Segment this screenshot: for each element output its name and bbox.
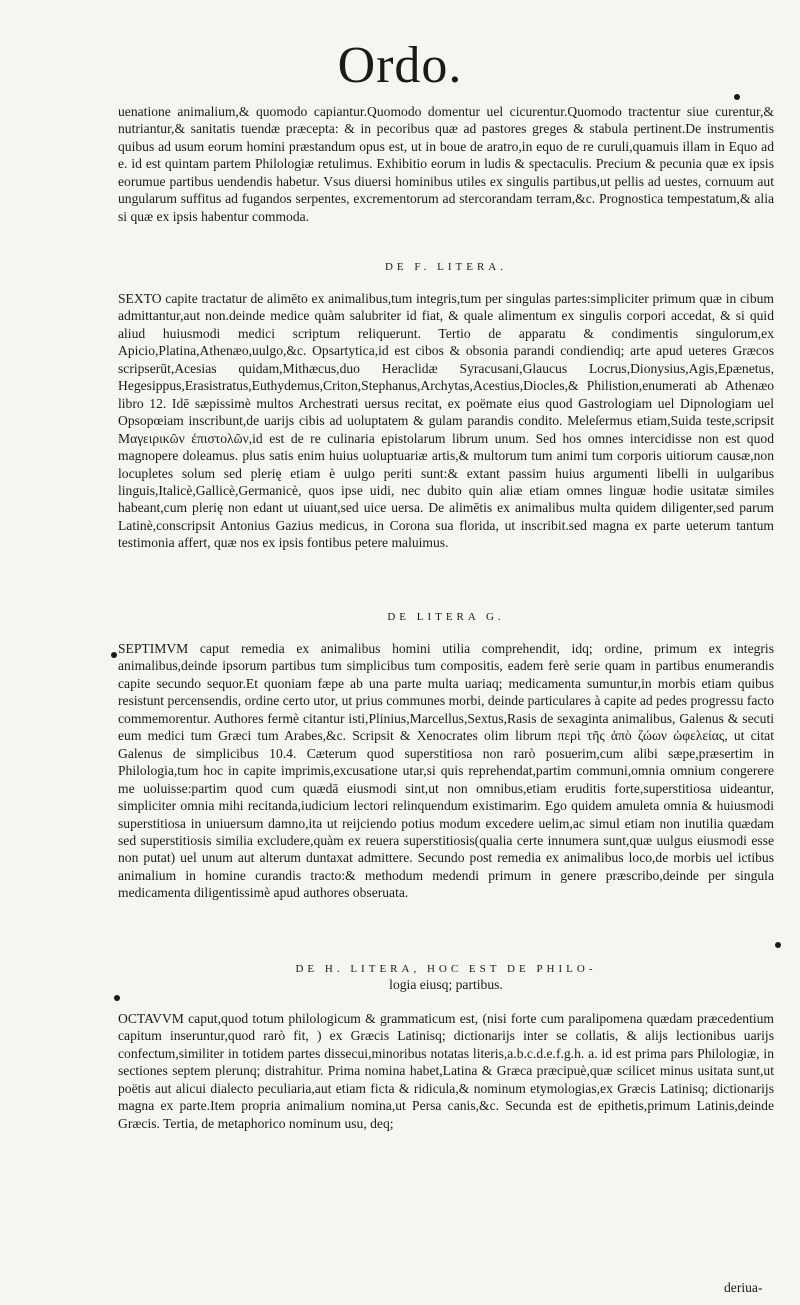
heading-line-2: logia eiusq; partibus. bbox=[389, 977, 503, 992]
paragraph-octavum: OCTAVVM caput,quod totum philologicum & grammaticum est, (nisi forte cum paralipomena quædam præcedentium capitum inseruntur,quod rarò fit, ) ex Græcis Latinisq; dictionarijs inter se collatis, & alijs lectionibus uarijs confectum,similiter in totidem partes dissecui,minoribus notatas literis,a.b.c.d.e.f.g.h. a. id est prima pars Philologiæ, in sectiones septem plerunq; distrahitur. Prima nomina habet,Latina & Græca præcipuè,quæ scilicet minus usitata sunt,ut poëtis aut alicui dialecto peculiaria,aut etiam ficta & ridicula,& nominum etymologias,ex Græcis Latinisq; dictionarijs magna ex parte.Item propria animalium nomina,ut Persa canis,&c. Secunda est de epithetis,primum Latinis,deinde Græcis. Tertia, de metaphorico nominum usu, deq; bbox=[118, 1011, 774, 1131]
section-heading-f: DE F. LITERA. bbox=[384, 261, 507, 273]
paragraph-intro: uenatione animalium,& quomodo capiantur.Quomodo domentur uel cicurentur.Quomodo tractentur siue curentur,& nutriantur,& sanitatis tuendæ præcepta: & in pecoribus quæ ad pastores greges & stabula pertinent.De instrumentis quibus ad usum eorum homini præstandum opus est, ut in boue de aratro,in equo de re curuli,quamuis illam in Equo ad e. id est quintam partem Philologiæ retulimus. Exhibitio eorum in ludis & spectaculis. Precium & pecunia quæ ex ipsis eorumue partibus uendendis habetur. Vsus diuersi hominibus utiles ex singulis partibus,ut pellis ad uestes, cornuum aut ungularum suffitus ad fugandos serpentes, excrementorum ad stercorandam terram,&c. Prognostica tempestatum,& alia si quæ ex ipsis habentur commoda. bbox=[118, 104, 774, 224]
running-head: Ordo. bbox=[337, 37, 463, 94]
ornament-dot bbox=[114, 995, 120, 1001]
catchword: deriua- bbox=[724, 1280, 763, 1295]
ornament-dot bbox=[111, 652, 117, 658]
paragraph-septimum: SEPTIMVM caput remedia ex animalibus homini utilia comprehendit, idq; ordine, primum ex integris animalibus,deinde ipsorum partibus tum simplicibus tum compositis, eadem ferè serie quam in partibus enumerandis capite secundo sequor.Et quoniam fæpe ab una parte multa uariaq; medicamenta sumuntur,in morbis etiam quibus resistunt percensendis, ordine certo utor, ut prius communes morbi, deinde particulares à capite ad pedes progressu facto commemorentur. Authores fermè citantur isti,Plinius,Marcellus,Sextus,Rasis de sexaginta animalibus, Galenus & secuti eum medici tum Græci tum Arabes,&c. Scripsit & Xenocrates olim librum περὶ τῆς ἀπὸ ζώων ὠφελείας, ut citat Galenus de simplicibus 10.4. Cæterum quod superstitiosa non rarò posuerim,cum alibi sæpe,præsertim in Philologia,tum hoc in capite imprimis,excusatione utar,si quis reprehendat,partim communi,omnia omnium congerere me uoluisse:partim quod cum quædā eiusmodi sint,ut non omnibus,etiam eruditis forte,superstitiosa uideantur, simpliciter omnia mihi recitanda,iudicium lectori relinquendum existimarim. Ego quidem amuleta omnia & huiusmodi superstitiosa in uniuersum damno,ita ut reijciendo potius modum excedere uelim,ac simul etiam non inutilia quædam sed superstitiosis similia excludere,quàm ex reuera superstitiosis(qualia certe innumera sunt,quæ uulgus eiusmodi esse non putat) uel unum aut alterum duntaxat admittere. Secundo post remedia ex animalibus loco,de morbis uel ictibus animalium in homine curandis tracto:& methodum medendi primum in genere præscribo,deinde per singula medicamenta diligentissimè apud authores obseruata. bbox=[118, 641, 774, 901]
heading-line-1: DE H. LITERA, HOC EST DE PHILO- bbox=[295, 963, 597, 975]
section-heading-h bbox=[118, 962, 774, 994]
paragraph-sexto: SEXTO capite tractatur de alimēto ex animalibus,tum integris,tum per singulas partes:simpliciter primum quæ in cibum admittantur,aut non.deinde medice quàm salubriter id fiat, & quale alimentum ex singulis corpori accedat, & si quid aliud huiusmodi medici scriptum reliquerunt. Tertio de apparatu & condimentis singulorum,ex Apicio,Platina,Athenæo,uulgo,&c. Opsartytica,id est cibos & obsonia parandi condiendiq; arte apud ueteres Græcos scripserūt,Acesias quidam,Mithæcus,duo Heraclidæ Syracusani,Glaucus Locrus,Dionysius,Agis,Epænetus, Hegesippus,Erasistratus,Euthydemus,Criton,Stephanus,Archytas,Acestius,Diocles,& Philistion,enumerati ab Athenæo libro 12. Idē sæpissimè multos Archestrati uersus recitat, ex poëmate eius quod Gastrologiam uel Dipnologiam uel Opsopœiam inscribunt,de uarijs cibis ad uoluptatem & gulam parandis condito. Meleſermus etiam,Suida teste,scripsit Μαγειρικῶν ἐπιστολῶν,id est de re culinaria epistolarum librum unum. Sed hos omnes intercidisse non est quod magnopere doleamus. plus satis enim huius uoluptuariæ artis,& multorum tum animi tum corporis uitiorum causæ,non locupletes solum sed plerię etiam è uulgo periti sunt:& extant passim huius argumenti libelli in uulgaribus linguis,Italicè,Gallicè,Germanicè, quos ipse uidi, nec dubito quin aliæ etiam omnes linguæ hodie usitatæ similes habeant,cum plerię non edant ut uiuant,sed uice uersa. De alimētis ex animalibus multa quidem diligenter,sed parum Latinè,conscripsit Antonius Gazius medicus, in Corona sua florida, ut inscribit.sed magna ex parte ueterum tantum testimonia affert, quæ nos ex ipsis fontibus petere maluimus. bbox=[118, 291, 774, 551]
section-heading-g: DE LITERA G. bbox=[387, 611, 505, 623]
ornament-dot bbox=[734, 94, 740, 100]
ornament-dot bbox=[775, 942, 781, 948]
